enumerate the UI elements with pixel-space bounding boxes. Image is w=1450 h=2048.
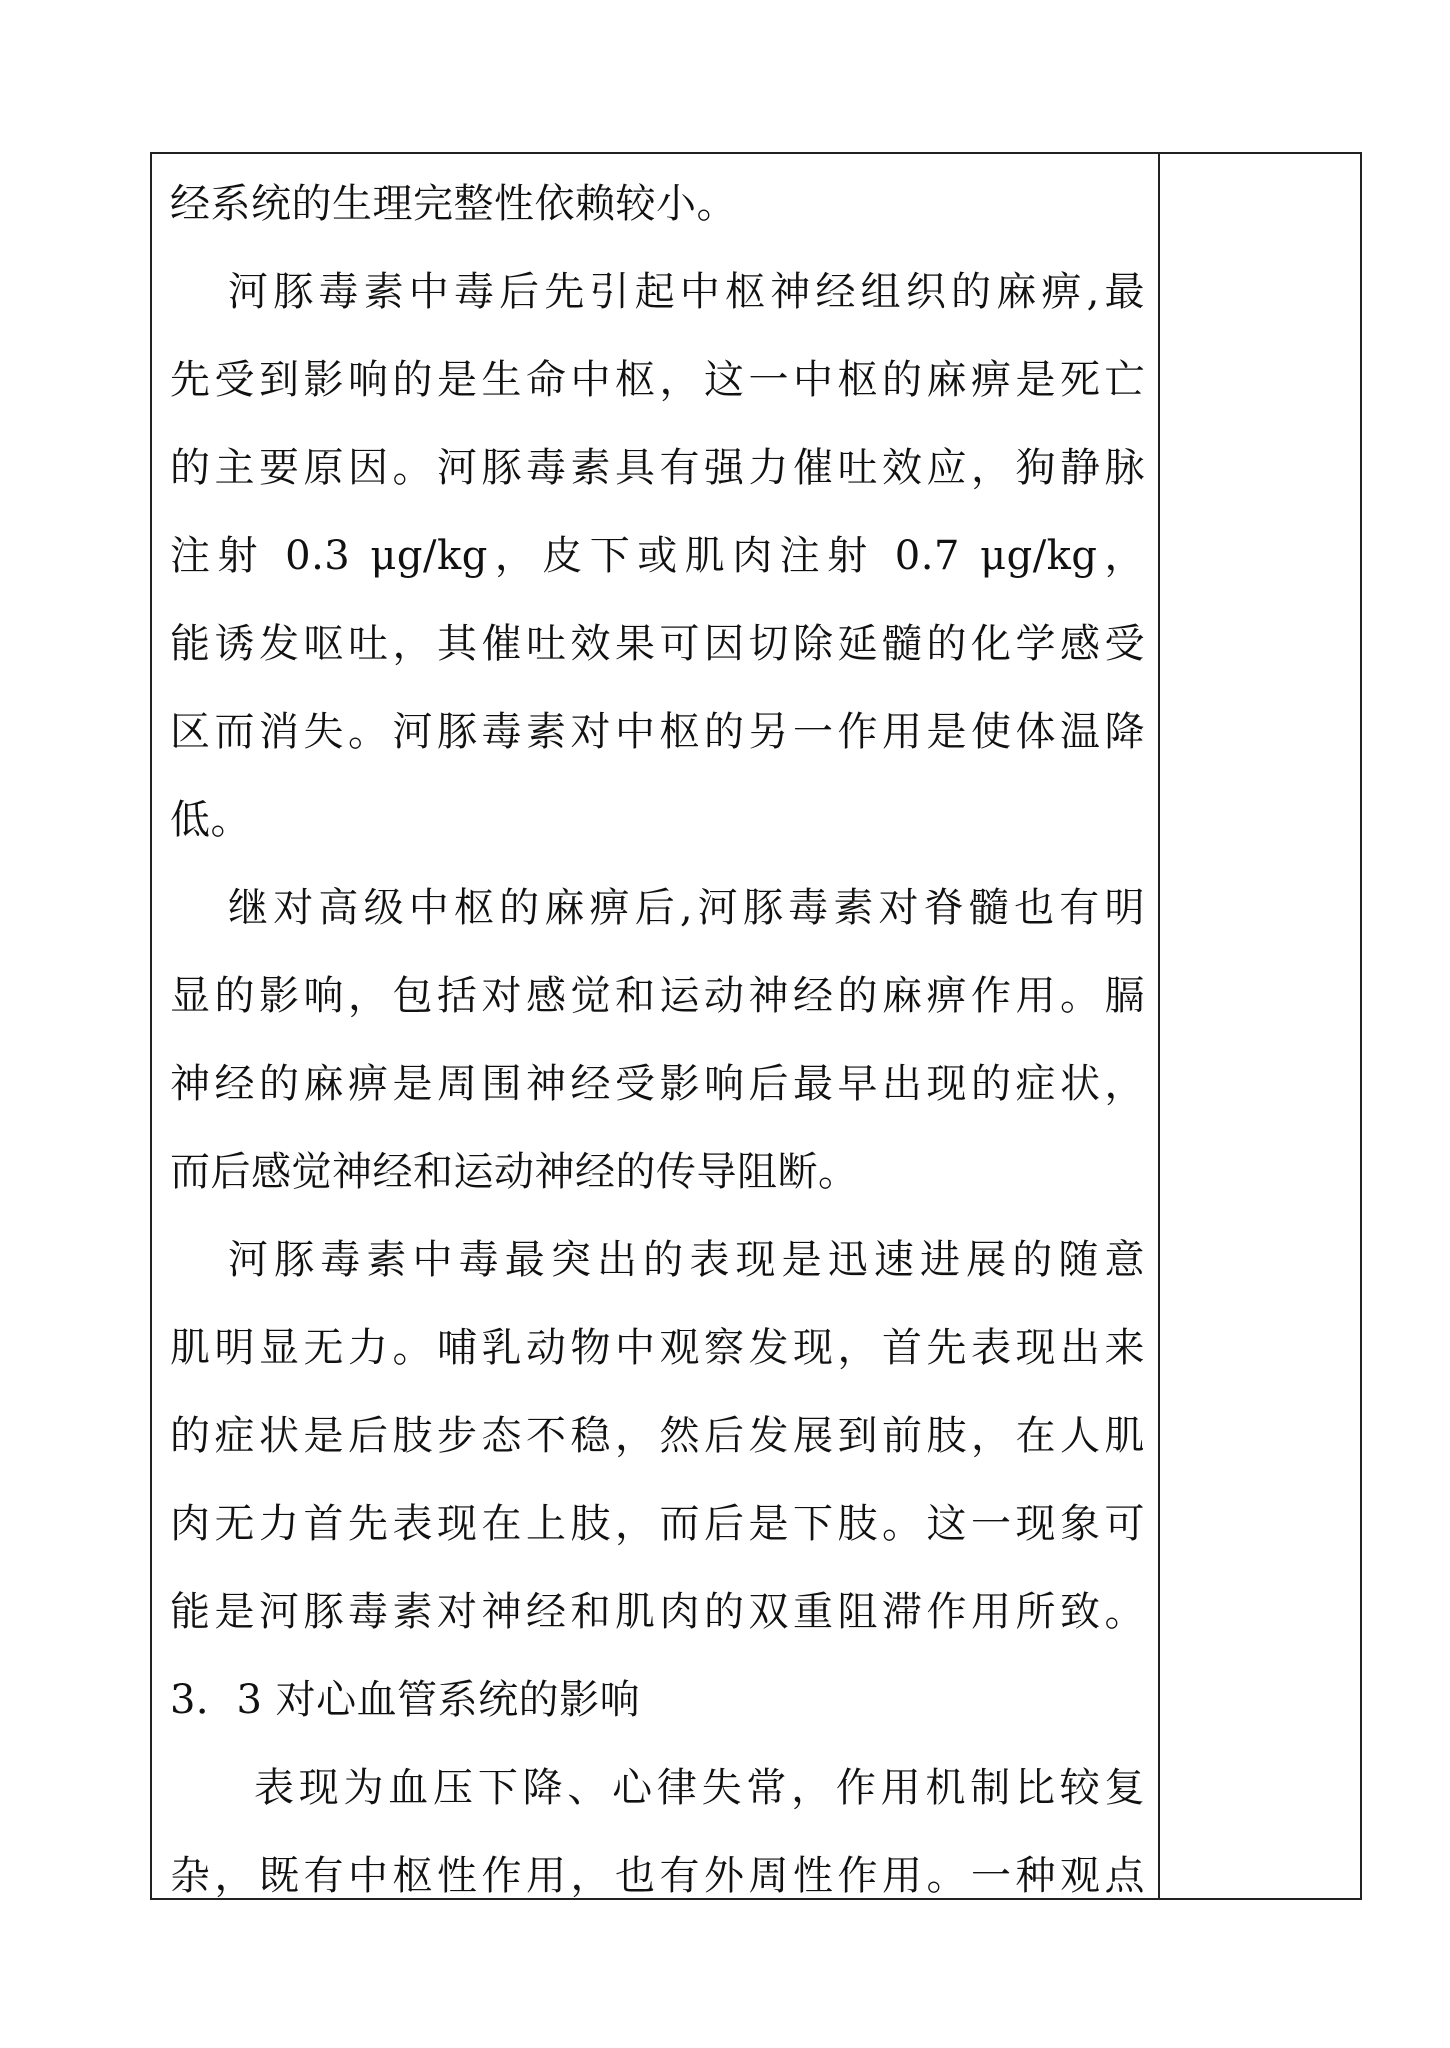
text-line: 的主要原因。河豚毒素具有强力催吐效应，狗静脉 xyxy=(170,445,1145,491)
text-line: 继对高级中枢的麻痹后,河豚毒素对脊髓也有明 xyxy=(228,885,1145,931)
text-line: 而后感觉神经和运动神经的传导阻断。 xyxy=(170,1149,859,1195)
side-cell-empty xyxy=(1160,154,1360,1898)
text-line: 经系统的生理完整性依赖较小。 xyxy=(170,181,737,227)
text-line: 低。 xyxy=(170,797,251,843)
text-line: 河豚毒素中毒后先引起中枢神经组织的麻痹,最 xyxy=(228,269,1145,315)
text-line: 肉无力首先表现在上肢，而后是下肢。这一现象可 xyxy=(170,1501,1145,1547)
text-line: 神经的麻痹是周围神经受影响后最早出现的症状， xyxy=(170,1061,1145,1107)
section-heading: 3．3 对心血管系统的影响 xyxy=(170,1677,641,1723)
text-line: 先受到影响的是生命中枢，这一中枢的麻痹是死亡 xyxy=(170,357,1145,403)
text-line: 能诱发呕吐，其催吐效果可因切除延髓的化学感受 xyxy=(170,621,1145,667)
text-line: 显的影响，包括对感觉和运动神经的麻痹作用。膈 xyxy=(170,973,1145,1019)
text-line: 杂，既有中枢性作用，也有外周性作用。一种观点 xyxy=(170,1853,1145,1899)
text-line: 表现为血压下降、心律失常，作用机制比较复 xyxy=(254,1765,1145,1811)
text-line: 区而消失。河豚毒素对中枢的另一作用是使体温降 xyxy=(170,709,1145,755)
text-line: 注射 0.3 μg/kg，皮下或肌肉注射 0.7 μg/kg， xyxy=(170,533,1145,579)
text-line: 能是河豚毒素对神经和肌肉的双重阻滞作用所致。 xyxy=(170,1589,1145,1635)
text-line: 河豚毒素中毒最突出的表现是迅速进展的随意 xyxy=(228,1237,1145,1283)
text-line: 肌明显无力。哺乳动物中观察发现，首先表现出来 xyxy=(170,1325,1145,1371)
text-line: 的症状是后肢步态不稳，然后发展到前肢，在人肌 xyxy=(170,1413,1145,1459)
